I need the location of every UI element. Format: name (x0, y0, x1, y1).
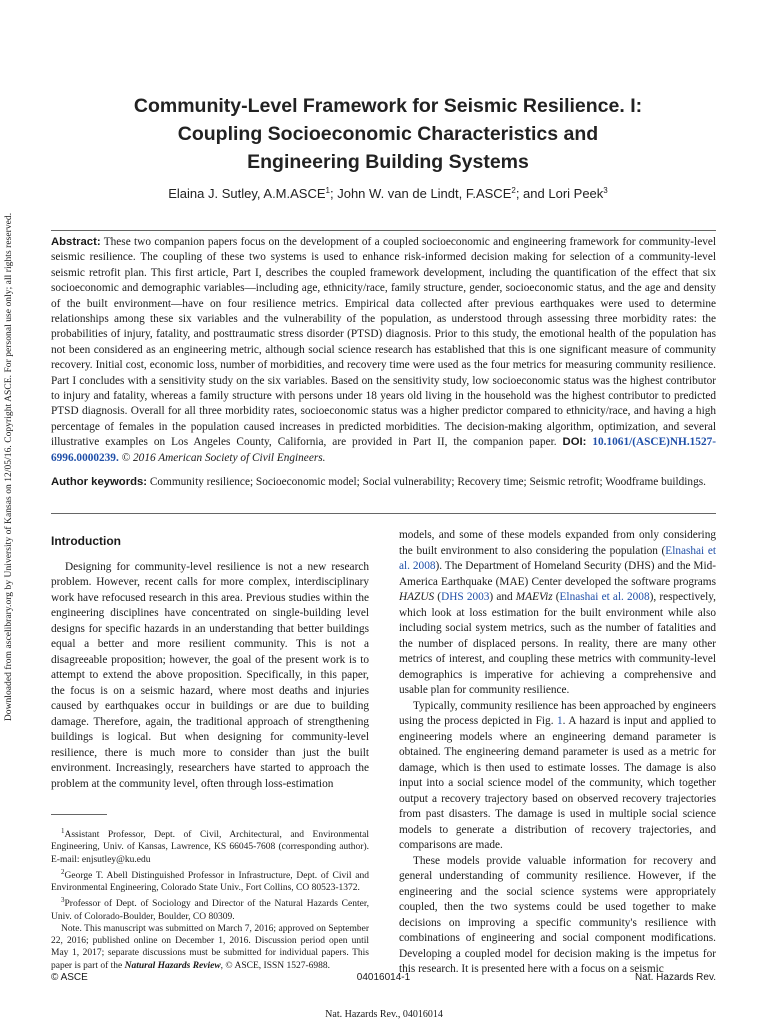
author-1-affiliation: 1 (325, 186, 330, 195)
footnote-1: $^1$Assistant Professor, Dept. of Civil, Architectural, and Environmental Engineering, Univ. of Kansas, Lawrence, KS 66045-7608 (corresponding author). E-mail: enjsutley@ku.edu (51, 827, 369, 865)
citation-link[interactable]: Elnashai et al. 2008 (559, 591, 650, 603)
section-heading: Introduction (51, 534, 121, 548)
right-column (399, 528, 716, 978)
left-column (51, 534, 369, 972)
title-line-2: Coupling Socioeconomic Characteristics and (177, 123, 599, 145)
footer-journal: Nat. Hazards Rev. (635, 972, 716, 983)
author-3: Lori Peek (548, 186, 604, 201)
doi-link[interactable]: 10.1061/(ASCE)NH.1527-6996.0000239. (51, 436, 717, 464)
citation-link[interactable]: DHS 2003 (441, 591, 490, 603)
download-notice-text: Downloaded from ascelibrary.org by University of Kansas on 12/05/16. Copyright ASCE. For personal use only; all rights reserved. (4, 212, 15, 722)
abstract-top-rule (51, 230, 716, 231)
footnote-2: $^2$George T. Abell Distinguished Professor in Infrastructure, Dept. of Civil and Environmental Engineering, Colorado State Univ., Fort Collins, CO 80523-1372. (51, 867, 369, 894)
body-paragraph-1: models, and some of these models expanded from only considering the built environment to also considering the population (Elnashai et al. 2008). The Department of Homeland Security (DHS) and the Mid-America Earthquake (MAE) Center developed the software programs HAZUS (DHS 2003) and MAEViz (Elnashai et al. 2008), respectively, which look at loss estimation for the built environment while also including social system metrics, such as the number of fatalities and the number of displaced persons. In reality, there are many other metrics of interest, and coupling these metrics with community-level demographics is imperative for achieving a comprehensive and usable plan for community resilience. (399, 529, 716, 696)
abstract-text: These two companion papers focus on the development of a coupled socioeconomic and engineering framework for community-level seismic resilience. The coupling of these two systems is used to enhance risk-informed decision making for selection of a community-level seismic retrofit plan. This first article, Part I, describes the coupled framework development, including the quantification of the effect that six socioeconomic and demographic variables—including age, ethnicity/race, family structure, gender, socioeconomic status, and the age and density of the built environment—have on four resilience metrics. Empirical data collected after previous earthquakes were used to determine relationships among these six variables and the vulnerability of the population, as understood through assessing three morbidity rates: the probabilities of injury, fatality, and posttraumatic stress disorder (PTSD) diagnosis. Prior to this study, the emotional health of the population has not been considered as an engineering metric, although social science research has established that this is one significant measure of community recovery. Initial cost, economic loss, number of morbidities, and recovery time were used as the four metrics for measuring community resilience. Part I concludes with a sensitivity study on the six variables. Based on the sensitivity study, low socioeconomic status was the highest contributor to injury and fatality, whereas a family structure with persons under 18 years old living in the household was the highest contributor to predicted PTSD diagnosis. Overall for all three morbidity rates, socioeconomic status was a higher predictor compared to ethnicity/race, and having a high percentage of females in the population caused increases in predicted morbidities. The decision-making algorithm, optimization, and several illustrative examples on Los Angeles County, California, are provided in Part II, the companion paper. (51, 236, 717, 449)
citation-link[interactable]: Elnashai et al. 2008 (399, 544, 716, 572)
download-notice (0, 212, 18, 722)
abstract-label: Abstract: (51, 236, 101, 248)
doi-label: DOI: (562, 436, 587, 449)
abstract-bottom-rule (51, 513, 716, 514)
keywords-label: Author keywords: (51, 476, 148, 488)
footnote-3: $^3$Professor of Dept. of Sociology and Director of the Natural Hazards Center, Univ. of Colorado-Boulder, Boulder, CO 80309. (51, 896, 369, 922)
author-separator: ; and (515, 186, 549, 201)
title-line-1: Community-Level Framework for Seismic Resilience. I: (133, 95, 643, 117)
author-1: Elaina J. Sutley, A.M.ASCE (168, 186, 326, 201)
footer-publisher: © ASCE (51, 972, 88, 983)
title-line-3: Engineering Building Systems (247, 151, 529, 173)
footer-page-id: 04016014-1 (356, 972, 411, 983)
intro-paragraph: Designing for community-level resilience is not a new research problem. However, recent calls for more complex, interdisciplinary work have refocused research in this area. Previous studies within the engineering disciplines have concentrated on single-building level designs for specific hazards in an understanding that better buildings equal a better and more resilient community. This is not a disagreeable proposition; however, the goal of the present work is to attempt to extend the above proposition. Specifically, in this paper, the focus is on a seismic hazard, where most deaths and injuries caused by earthquakes occur in buildings or are due to building damage. Therefore, again, the traditional approach of strengthening buildings is logical. But when designing for community-level resilience, there is much more to consider than just the built environment. Increasingly, researchers have started to approach the problem at the community level, often through loss-estimation (51, 560, 369, 790)
author-separator: ; (329, 186, 338, 201)
journal-name: Natural Hazards Review (124, 960, 221, 971)
footnote-rule (51, 814, 107, 815)
author-2: John W. van de Lindt, F.ASCE (337, 186, 512, 201)
bottom-reference: Nat. Hazards Rev., 04016014 (325, 1009, 443, 1020)
figure-link[interactable]: 1 (557, 715, 563, 727)
author-3-affiliation: 3 (603, 186, 608, 195)
abstract (51, 235, 716, 466)
copyright-note: © 2016 American Society of Civil Engineers. (121, 451, 326, 464)
paper-title (60, 92, 716, 176)
body-paragraph-3: These models provide valuable information for recovery and general understanding of community resilience. However, if the engineering and the social science systems were appropriately coupled, then the two systems could be used together to make decisions on improving a specific community's resilience with combinations of engineering and social component modifications. Developing a coupled model for decision making is the impetus for this research. It is presented here with a focus on a seismic (399, 854, 716, 975)
submission-note: Note. This manuscript was submitted on March 7, 2016; approved on September 22, 2016; published online on December 1, 2016. Discussion period open until May 1, 2017; separate discussions must be submitted for individual papers. This paper is part of the Natural Hazards Review, © ASCE, ISSN 1527-6988. (51, 923, 369, 971)
author-keywords (51, 475, 716, 490)
keywords-text: Community resilience; Socioeconomic model; Social vulnerability; Recovery time; Seismic retrofit; Woodframe buildings. (149, 476, 706, 488)
body-paragraph-2: Typically, community resilience has been approached by engineers using the process depicted in Fig. 1. A hazard is input and applied to engineering models where an engineering demand parameter is obtained. The engineering demand parameter is used as a metric for damage, which is then used to estimate losses. The damage is also input into a social science model of the community, which together output a recovery trajectory based on observed recovery trajectories from past disasters. The damage is used in multiple social science models to generate a distribution of recovery trajectories, and comparisons are made. (399, 699, 716, 851)
author-list (60, 186, 716, 201)
author-2-affiliation: 2 (511, 186, 516, 195)
